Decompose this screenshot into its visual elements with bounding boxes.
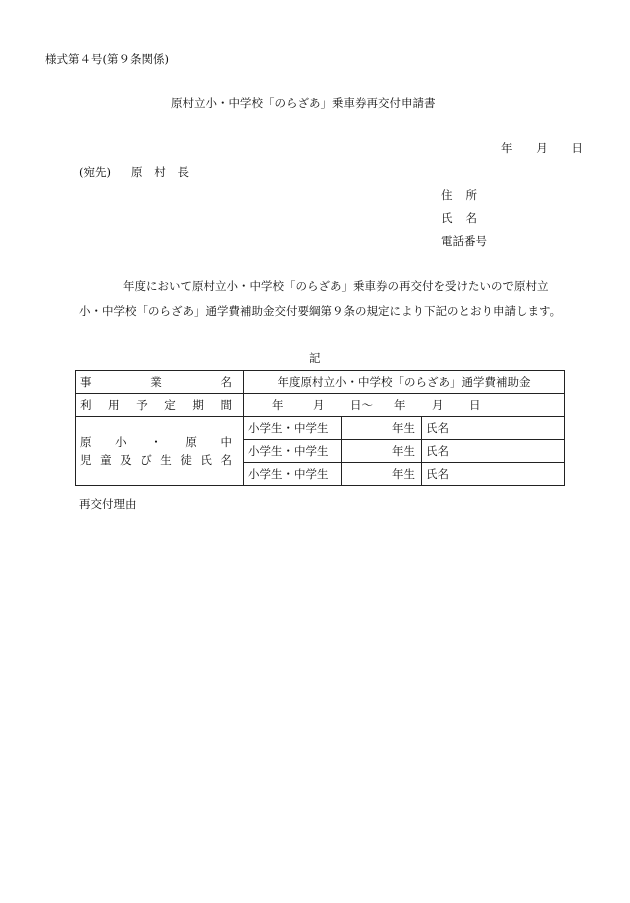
student-grade: 年生	[342, 417, 422, 440]
table-row-period	[76, 394, 565, 417]
student-school-type: 小学生・中学生	[244, 463, 342, 486]
student-grade: 年生	[342, 440, 422, 463]
addressee-name: 原 村 長	[131, 165, 189, 179]
student-label: 原 小 ・ 原 中 児 童 及 び 生 徒 氏 名	[76, 417, 244, 486]
application-table	[75, 370, 565, 486]
reason-label: 再交付理由	[79, 497, 137, 511]
student-school-type: 小学生・中学生	[244, 440, 342, 463]
date-line	[501, 141, 583, 155]
name-label: 氏 名	[441, 211, 477, 225]
date-day: 日	[571, 141, 583, 155]
date-month: 月	[536, 141, 548, 155]
date-year: 年	[501, 141, 513, 155]
student-name: 氏名	[422, 463, 565, 486]
student-name: 氏名	[422, 440, 565, 463]
body-line-2: 小・中学校「のらざあ」通学費補助金交付要綱第９条の規定により下記のとおり申請します。	[79, 304, 562, 318]
phone-label: 電話番号	[441, 234, 487, 248]
project-value: 年度原村立小・中学校「のらざあ」通学費補助金	[244, 371, 565, 394]
table-row-project	[76, 371, 565, 394]
project-label: 事 業 名	[76, 371, 244, 394]
form-number: 様式第４号(第９条関係)	[45, 52, 169, 66]
document-title: 原村立小・中学校「のらざあ」乗車券再交付申請書	[171, 96, 436, 110]
addressee-prefix: (宛先)	[79, 165, 111, 179]
period-label: 利 用 予 定 期 間	[76, 394, 244, 417]
student-name: 氏名	[422, 417, 565, 440]
body-line-1: 年度において原村立小・中学校「のらざあ」乗車券の再交付を受けたいので原村立	[123, 279, 549, 293]
student-school-type: 小学生・中学生	[244, 417, 342, 440]
table-row-student	[76, 417, 565, 440]
period-value: 年 月 日～ 年 月 日	[244, 394, 565, 417]
ki-heading: 記	[309, 351, 321, 365]
student-grade: 年生	[342, 463, 422, 486]
address-label: 住 所	[441, 188, 477, 202]
